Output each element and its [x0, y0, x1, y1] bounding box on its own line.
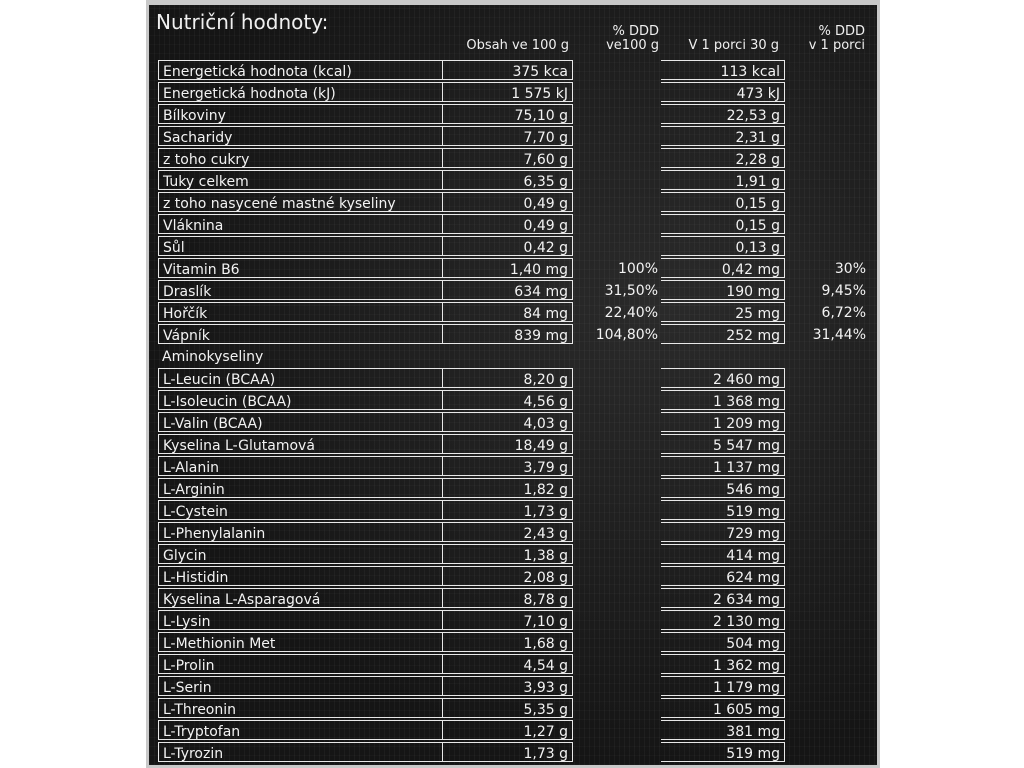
table-row: [158, 522, 868, 544]
ddd-per-100g-cell: [573, 60, 661, 80]
value-per-100g-cell: 2,08 g: [443, 566, 573, 586]
table-row: [158, 214, 868, 236]
value-per-portion-cell: 381 mg: [661, 720, 785, 740]
value-per-100g-cell: 0,49 g: [443, 192, 573, 212]
nutrient-name-cell: L-Cystein: [158, 500, 443, 520]
nutrient-name-cell: L-Leucin (BCAA): [158, 368, 443, 388]
ddd-per-100g-cell: 104,80%: [595, 327, 658, 343]
table-row: [158, 126, 868, 148]
ddd-per-portion-cell: [785, 126, 869, 146]
value-per-portion-cell: 1 179 mg: [661, 676, 785, 696]
nutrient-name-cell: Aminokyseliny: [162, 349, 264, 365]
value-per-portion-cell: 504 mg: [661, 632, 785, 652]
value-per-portion-cell: 1 368 mg: [661, 390, 785, 410]
value-per-100g-cell: 84 mg: [443, 302, 573, 322]
value-per-100g-cell: 1,73 g: [443, 500, 573, 520]
nutrient-name-cell: Vápník: [158, 324, 443, 344]
value-per-100g-cell: 0,49 g: [443, 214, 573, 234]
value-per-portion-cell: 624 mg: [661, 566, 785, 586]
ddd-per-100g-cell: [573, 544, 661, 564]
ddd-per-portion-cell: [785, 214, 869, 234]
value-per-100g-cell: 5,35 g: [443, 698, 573, 718]
ddd-per-100g-cell: [573, 654, 661, 674]
ddd-per-portion-cell: [785, 82, 869, 102]
value-per-100g-cell: 375 kca: [443, 60, 573, 80]
ddd-per-portion-cell: [785, 588, 869, 608]
ddd-per-100g-cell: [573, 588, 661, 608]
ddd-per-portion-cell: [785, 544, 869, 564]
nutrient-name-cell: L-Valin (BCAA): [158, 412, 443, 432]
nutrient-name-cell: Kyselina L-Glutamová: [158, 434, 443, 454]
ddd-per-portion-cell: [785, 104, 869, 124]
table-row: [158, 434, 868, 456]
ddd-per-portion-cell: [785, 60, 869, 80]
ddd-per-100g-cell: [573, 412, 661, 432]
header-per-100g: [439, 39, 569, 53]
ddd-per-portion-cell: [785, 742, 869, 762]
table-row: [158, 456, 868, 478]
nutrient-name-cell: Hořčík: [158, 302, 443, 322]
table-row: [158, 302, 868, 324]
nutrient-name-cell: Energetická hodnota (kcal): [158, 60, 443, 80]
table-row: [158, 258, 868, 280]
table-row: [158, 280, 868, 302]
value-per-100g-cell: 18,49 g: [443, 434, 573, 454]
panel-title: Nutriční hodnoty:: [156, 10, 329, 34]
ddd-per-portion-cell: 9,45%: [821, 283, 866, 299]
nutrient-name-cell: L-Methionin Met: [158, 632, 443, 652]
value-per-portion-cell: 2,28 g: [661, 148, 785, 168]
header-ddd-100g-line1: % DDD: [612, 24, 659, 39]
nutrient-name-cell: L-Prolin: [158, 654, 443, 674]
value-per-100g-cell: 1,40 mg: [443, 258, 573, 278]
table-row: [158, 82, 868, 104]
ddd-per-100g-cell: [573, 82, 661, 102]
value-per-portion-cell: 2 634 mg: [661, 588, 785, 608]
table-row: [158, 192, 868, 214]
nutrient-name-cell: Vláknina: [158, 214, 443, 234]
value-per-100g-cell: 7,10 g: [443, 610, 573, 630]
ddd-per-100g-cell: [573, 104, 661, 124]
ddd-per-100g-cell: [573, 500, 661, 520]
ddd-per-portion-cell: [785, 434, 869, 454]
ddd-per-portion-cell: [785, 192, 869, 212]
ddd-per-100g-cell: [573, 698, 661, 718]
nutrient-name-cell: Kyselina L-Asparagová: [158, 588, 443, 608]
table-row: [158, 698, 868, 720]
value-per-100g-cell: 4,03 g: [443, 412, 573, 432]
value-per-portion-cell: 1,91 g: [661, 170, 785, 190]
table-row: [158, 588, 868, 610]
ddd-per-100g-cell: [573, 632, 661, 652]
value-per-portion-cell: 1 137 mg: [661, 456, 785, 476]
value-per-100g-cell: 1,82 g: [443, 478, 573, 498]
nutrition-panel: [146, 0, 880, 768]
section-heading-row: [158, 346, 868, 368]
ddd-per-portion-cell: [785, 236, 869, 256]
nutrient-name-cell: z toho cukry: [158, 148, 443, 168]
nutrient-name-cell: Bílkoviny: [158, 104, 443, 124]
nutrient-name-cell: Vitamin B6: [158, 258, 443, 278]
ddd-per-100g-cell: [573, 214, 661, 234]
value-per-100g-cell: 839 mg: [443, 324, 573, 344]
ddd-per-100g-cell: [573, 720, 661, 740]
table-row: [158, 104, 868, 126]
value-per-100g-cell: 8,20 g: [443, 368, 573, 388]
value-per-portion-cell: 519 mg: [661, 742, 785, 762]
value-per-portion-cell: 729 mg: [661, 522, 785, 542]
ddd-per-portion-cell: [785, 632, 869, 652]
nutrient-name-cell: Glycin: [158, 544, 443, 564]
value-per-100g-cell: 4,56 g: [443, 390, 573, 410]
table-row: [158, 742, 868, 764]
ddd-per-portion-cell: [785, 478, 869, 498]
nutrient-name-cell: L-Serin: [158, 676, 443, 696]
ddd-per-portion-cell: [785, 148, 869, 168]
value-per-portion-cell: 0,15 g: [661, 192, 785, 212]
ddd-per-100g-cell: [573, 170, 661, 190]
ddd-per-portion-cell: 30%: [834, 261, 866, 277]
ddd-per-100g-cell: 31,50%: [604, 283, 658, 299]
ddd-per-100g-cell: [573, 126, 661, 146]
value-per-100g-cell: 1,27 g: [443, 720, 573, 740]
nutrient-name-cell: L-Lysin: [158, 610, 443, 630]
value-per-portion-cell: 1 209 mg: [661, 412, 785, 432]
nutrient-name-cell: L-Phenylalanin: [158, 522, 443, 542]
table-row: [158, 368, 868, 390]
value-per-portion-cell: 519 mg: [661, 500, 785, 520]
value-per-100g-cell: 75,10 g: [443, 104, 573, 124]
value-per-100g-cell: 634 mg: [443, 280, 573, 300]
nutrient-name-cell: Sacharidy: [158, 126, 443, 146]
value-per-100g-cell: 1,68 g: [443, 632, 573, 652]
ddd-per-100g-cell: [573, 192, 661, 212]
nutrition-table: [158, 60, 868, 764]
ddd-per-100g-cell: [573, 434, 661, 454]
value-per-100g-cell: 3,79 g: [443, 456, 573, 476]
ddd-per-100g-cell: [573, 236, 661, 256]
value-per-portion-cell: 0,13 g: [661, 236, 785, 256]
nutrient-name-cell: Sůl: [158, 236, 443, 256]
table-row: [158, 500, 868, 522]
value-per-portion-cell: 25 mg: [661, 302, 785, 322]
ddd-per-portion-cell: [785, 368, 869, 388]
table-row: [158, 566, 868, 588]
ddd-per-portion-cell: [785, 412, 869, 432]
table-row: [158, 148, 868, 170]
nutrient-name-cell: Draslík: [158, 280, 443, 300]
value-per-100g-cell: 7,60 g: [443, 148, 573, 168]
ddd-per-portion-cell: [785, 698, 869, 718]
table-row: [158, 236, 868, 258]
ddd-per-portion-cell: [785, 610, 869, 630]
ddd-per-100g-cell: [573, 368, 661, 388]
value-per-portion-cell: 113 kcal: [661, 60, 785, 80]
value-per-100g-cell: 2,43 g: [443, 522, 573, 542]
ddd-per-100g-cell: [573, 610, 661, 630]
value-per-portion-cell: 1 605 mg: [661, 698, 785, 718]
ddd-per-portion-cell: [785, 676, 869, 696]
ddd-per-portion-cell: [785, 170, 869, 190]
ddd-per-100g-cell: [573, 456, 661, 476]
value-per-100g-cell: 1,73 g: [443, 742, 573, 762]
nutrient-name-cell: Tuky celkem: [158, 170, 443, 190]
value-per-portion-cell: 252 mg: [661, 324, 785, 344]
table-row: [158, 610, 868, 632]
ddd-per-100g-cell: [573, 522, 661, 542]
header-per-100g-label: Obsah ve 100 g: [466, 38, 569, 53]
value-per-portion-cell: 2,31 g: [661, 126, 785, 146]
table-row: [158, 324, 868, 346]
nutrient-name-cell: Energetická hodnota (kJ): [158, 82, 443, 102]
ddd-per-portion-cell: [785, 720, 869, 740]
nutrient-name-cell: L-Tryptofan: [158, 720, 443, 740]
header-ddd-portion-line2: v 1 porci: [808, 38, 865, 53]
value-per-portion-cell: 2 460 mg: [661, 368, 785, 388]
value-per-portion-cell: 22,53 g: [661, 104, 785, 124]
ddd-per-portion-cell: [785, 566, 869, 586]
table-row: [158, 390, 868, 412]
ddd-per-portion-cell: [785, 522, 869, 542]
value-per-100g-cell: 1,38 g: [443, 544, 573, 564]
value-per-portion-cell: 0,15 g: [661, 214, 785, 234]
header-ddd-portion: [779, 25, 865, 53]
ddd-per-portion-cell: [785, 456, 869, 476]
value-per-100g-cell: 0,42 g: [443, 236, 573, 256]
header-ddd-portion-line1: % DDD: [818, 24, 865, 39]
value-per-100g-cell: 7,70 g: [443, 126, 573, 146]
table-row: [158, 654, 868, 676]
nutrient-name-cell: L-Tyrozin: [158, 742, 443, 762]
nutrient-name-cell: L-Arginin: [158, 478, 443, 498]
nutrient-name-cell: L-Histidin: [158, 566, 443, 586]
ddd-per-portion-cell: 31,44%: [812, 327, 866, 343]
ddd-per-100g-cell: [573, 566, 661, 586]
value-per-portion-cell: 5 547 mg: [661, 434, 785, 454]
table-row: [158, 60, 868, 82]
value-per-100g-cell: 1 575 kJ: [443, 82, 573, 102]
nutrient-name-cell: L-Alanin: [158, 456, 443, 476]
nutrient-name-cell: z toho nasycené mastné kyseliny: [158, 192, 443, 212]
ddd-per-100g-cell: [573, 742, 661, 762]
value-per-portion-cell: 2 130 mg: [661, 610, 785, 630]
ddd-per-portion-cell: 6,72%: [821, 305, 866, 321]
value-per-portion-cell: 546 mg: [661, 478, 785, 498]
ddd-per-100g-cell: [573, 390, 661, 410]
header-ddd-100g-line2: ve100 g: [606, 38, 659, 53]
table-row: [158, 632, 868, 654]
ddd-per-100g-cell: [573, 676, 661, 696]
table-row: [158, 412, 868, 434]
table-row: [158, 676, 868, 698]
table-row: [158, 544, 868, 566]
ddd-per-100g-cell: 22,40%: [604, 305, 658, 321]
table-row: [158, 478, 868, 500]
ddd-per-100g-cell: 100%: [617, 261, 658, 277]
value-per-100g-cell: 3,93 g: [443, 676, 573, 696]
value-per-portion-cell: 473 kJ: [661, 82, 785, 102]
value-per-portion-cell: 190 mg: [661, 280, 785, 300]
ddd-per-portion-cell: [785, 500, 869, 520]
value-per-portion-cell: 1 362 mg: [661, 654, 785, 674]
ddd-per-100g-cell: [573, 478, 661, 498]
table-row: [158, 170, 868, 192]
header-per-portion-label: V 1 porci 30 g: [688, 38, 779, 53]
header-ddd-100g: [573, 25, 659, 53]
header-per-portion: [657, 39, 779, 53]
value-per-100g-cell: 8,78 g: [443, 588, 573, 608]
value-per-portion-cell: 0,42 mg: [661, 258, 785, 278]
value-per-portion-cell: 414 mg: [661, 544, 785, 564]
value-per-100g-cell: 6,35 g: [443, 170, 573, 190]
ddd-per-100g-cell: [573, 148, 661, 168]
nutrient-name-cell: L-Threonin: [158, 698, 443, 718]
ddd-per-portion-cell: [785, 390, 869, 410]
value-per-100g-cell: 4,54 g: [443, 654, 573, 674]
nutrient-name-cell: L-Isoleucin (BCAA): [158, 390, 443, 410]
table-row: [158, 720, 868, 742]
ddd-per-portion-cell: [785, 654, 869, 674]
